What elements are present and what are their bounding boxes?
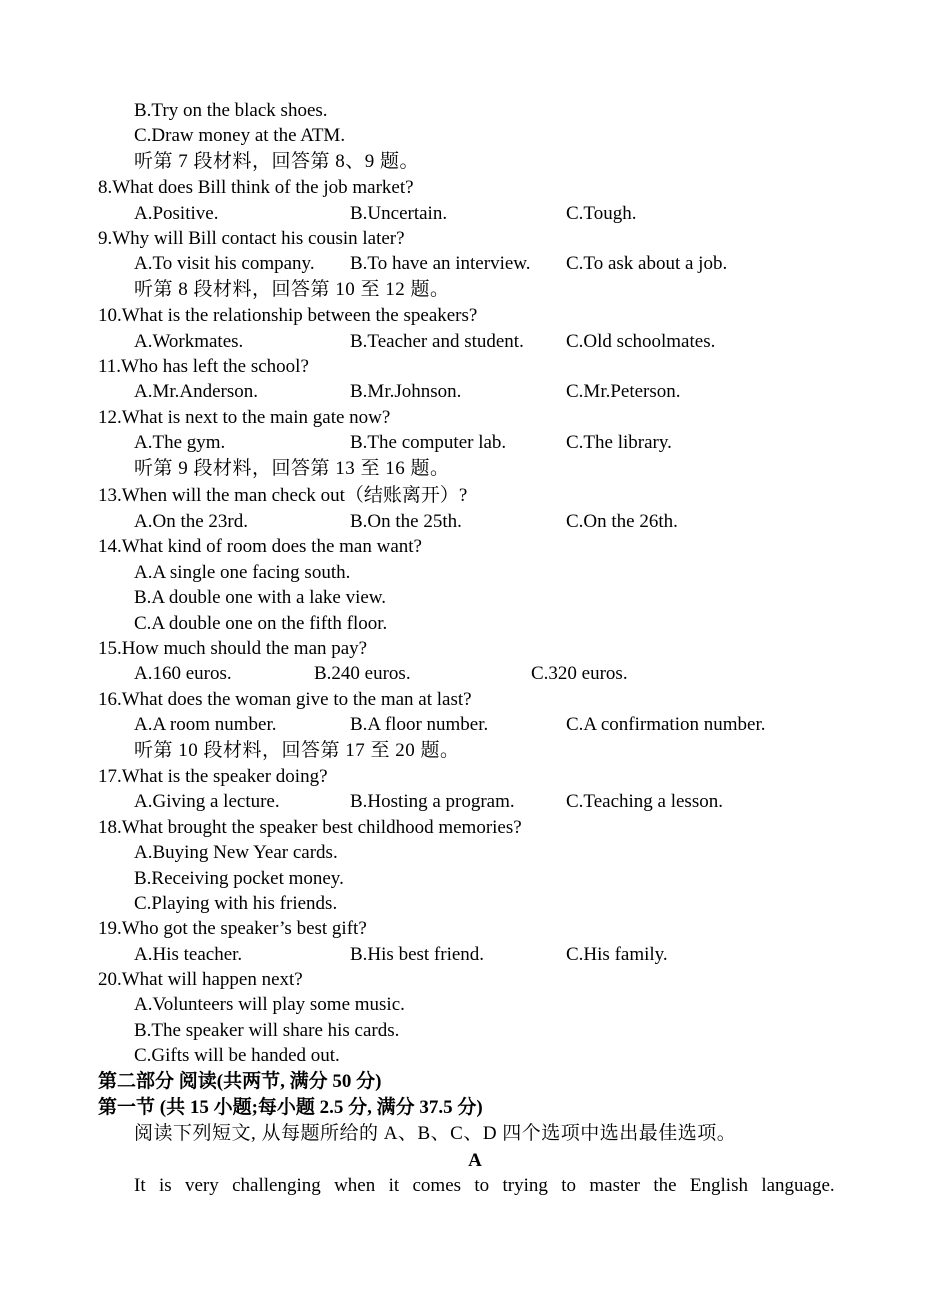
question-stem: 18.What brought the speaker best childhood memories? xyxy=(98,817,522,838)
answer-option-b: B.Uncertain. xyxy=(350,203,448,224)
question-stem: 9.Why will Bill contact his cousin later? xyxy=(98,228,405,249)
answer-option-b: B.Hosting a program. xyxy=(350,791,515,812)
answer-option: A.A single one facing south. xyxy=(134,562,351,583)
answer-option-a: A.The gym. xyxy=(134,432,226,453)
answer-option-a: A.Positive. xyxy=(134,203,219,224)
answer-option: A.Volunteers will play some music. xyxy=(134,994,405,1015)
answer-option-c: C.Mr.Peterson. xyxy=(566,381,681,402)
answer-option: C.Draw money at the ATM. xyxy=(134,125,346,146)
question-stem: 20.What will happen next? xyxy=(98,969,303,990)
section-instruction: 听第 8 段材料，回答第 10 至 12 题。 xyxy=(134,279,450,300)
answer-option: A.Buying New Year cards. xyxy=(134,842,338,863)
question-stem: 11.Who has left the school? xyxy=(98,356,309,377)
section-heading: 第一节 (共 15 小题;每小题 2.5 分, 满分 37.5 分) xyxy=(98,1097,483,1118)
question-stem: 13.When will the man check out（结账离开）? xyxy=(98,485,468,506)
section-instruction: 阅读下列短文, 从每题所给的 A、B、C、D 四个选项中选出最佳选项。 xyxy=(134,1123,737,1144)
answer-option-b: B.240 euros. xyxy=(314,663,411,684)
answer-option-b: B.A floor number. xyxy=(350,714,489,735)
answer-option-a: A.His teacher. xyxy=(134,944,243,965)
question-stem: 12.What is next to the main gate now? xyxy=(98,407,391,428)
answer-option: C.Gifts will be handed out. xyxy=(134,1045,340,1066)
answer-option-b: B.Teacher and student. xyxy=(350,331,524,352)
question-stem: 10.What is the relationship between the speakers? xyxy=(98,305,478,326)
answer-option-a: A.Mr.Anderson. xyxy=(134,381,259,402)
answer-option-a: A.To visit his company. xyxy=(134,253,315,274)
answer-option-c: C.On the 26th. xyxy=(566,511,678,532)
answer-option-b: B.His best friend. xyxy=(350,944,485,965)
answer-option-c: C.Old schoolmates. xyxy=(566,331,716,352)
passage-text: It is very challenging when it comes to trying to master the English language. xyxy=(134,1175,835,1196)
section-instruction: 听第 9 段材料，回答第 13 至 16 题。 xyxy=(134,458,450,479)
passage-title: A xyxy=(468,1150,482,1171)
answer-option-c: C.To ask about a job. xyxy=(566,253,728,274)
answer-option-a: A.Giving a lecture. xyxy=(134,791,280,812)
section-heading: 第二部分 阅读(共两节, 满分 50 分) xyxy=(98,1071,382,1092)
answer-option-c: C.A confirmation number. xyxy=(566,714,766,735)
answer-option-c: C.Teaching a lesson. xyxy=(566,791,723,812)
answer-option-a: A.On the 23rd. xyxy=(134,511,248,532)
question-stem: 15.How much should the man pay? xyxy=(98,638,368,659)
answer-option-a: A.Workmates. xyxy=(134,331,244,352)
answer-option: B.Receiving pocket money. xyxy=(134,868,344,889)
section-instruction: 听第 7 段材料，回答第 8、9 题。 xyxy=(134,151,420,172)
answer-option-c: C.Tough. xyxy=(566,203,637,224)
question-stem: 14.What kind of room does the man want? xyxy=(98,536,422,557)
question-stem: 8.What does Bill think of the job market? xyxy=(98,177,414,198)
answer-option: B.A double one with a lake view. xyxy=(134,587,387,608)
answer-option-c: C.His family. xyxy=(566,944,668,965)
section-instruction: 听第 10 段材料，回答第 17 至 20 题。 xyxy=(134,740,460,761)
question-stem: 16.What does the woman give to the man at last? xyxy=(98,689,472,710)
answer-option-c: C.320 euros. xyxy=(531,663,628,684)
answer-option-b: B.On the 25th. xyxy=(350,511,462,532)
answer-option: B.Try on the black shoes. xyxy=(134,100,328,121)
answer-option: C.Playing with his friends. xyxy=(134,893,338,914)
answer-option-c: C.The library. xyxy=(566,432,672,453)
question-stem: 17.What is the speaker doing? xyxy=(98,766,328,787)
question-stem: 19.Who got the speaker’s best gift? xyxy=(98,918,367,939)
answer-option-b: B.Mr.Johnson. xyxy=(350,381,462,402)
answer-option: B.The speaker will share his cards. xyxy=(134,1020,400,1041)
answer-option-a: A.A room number. xyxy=(134,714,277,735)
answer-option-b: B.The computer lab. xyxy=(350,432,507,453)
answer-option-a: A.160 euros. xyxy=(134,663,232,684)
answer-option-b: B.To have an interview. xyxy=(350,253,531,274)
answer-option: C.A double one on the fifth floor. xyxy=(134,613,388,634)
